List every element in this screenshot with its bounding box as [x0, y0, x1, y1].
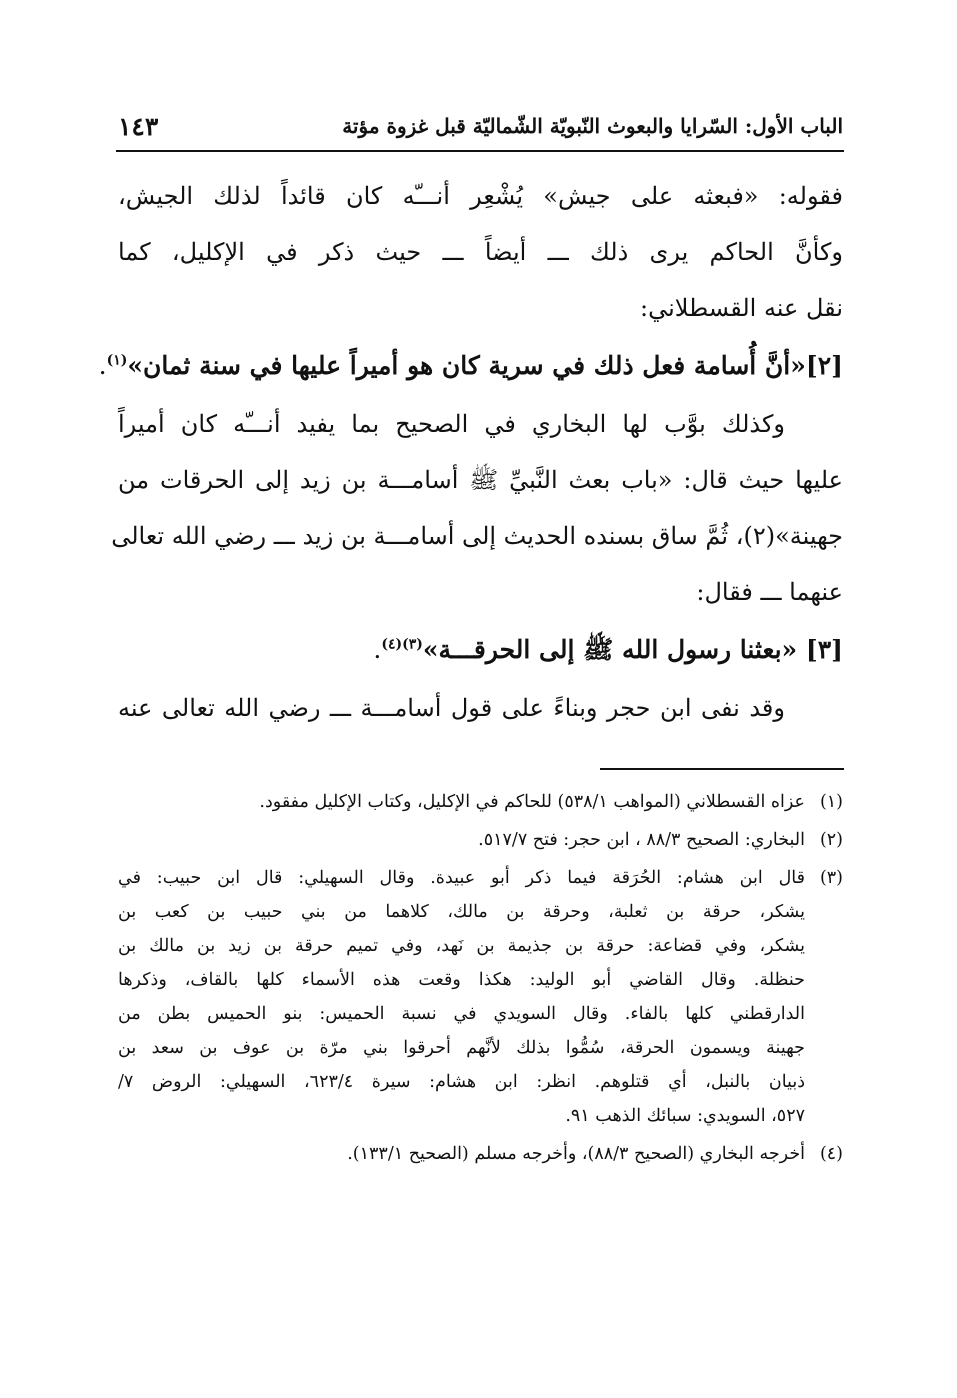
running-header: [118, 108, 843, 144]
footnote-1: [118, 785, 843, 819]
numbered-quote-3: [118, 620, 843, 680]
footnote-line: قال ابن هشام: الحُرَقة فيما ذكر أبو عبيدة. وقال السهيلي: قال ابن حبيب: في: [118, 868, 805, 888]
footnote-line: البخاري: الصحيح ٨٨/٣ ، ابن حجر: فتح ٥١٧/٧.: [478, 830, 805, 850]
numbered-quote-2: [98, 336, 843, 396]
main-text: [98, 168, 843, 736]
text-line: عليها حيث قال: «باب بعث النَّبيِّ ﷺ أسامـــة بن زيد إلى الحرقات من: [118, 466, 843, 494]
text-line: نقل عنه القسطلاني:: [640, 294, 843, 322]
text-line: وكذلك بوَّب لها البخاري في الصحيح بما يفيد أنـــّه كان أميراً: [118, 410, 785, 438]
text-line: عنهما ـــ فقال:: [696, 578, 843, 606]
footnote-number: (٣): [819, 868, 843, 888]
footnote-3: [118, 861, 843, 1133]
quote-end: .: [98, 351, 107, 380]
footnote-2: [118, 823, 843, 857]
footnote-rule: [600, 768, 844, 770]
text-line: وكأنَّ الحاكم يرى ذلك ـــ أيضاً ـــ حيث ذكر في الإكليل، كما: [118, 238, 843, 266]
footnote-line: ذبيان بالنبل، أي قتلوهم. انظر: ابن هشام: سيرة ٦٢٣/٤، السهيلي: الروض ٧/: [118, 1072, 805, 1092]
quote-text: «أنَّ أُسامة فعل ذلك في سرية كان هو أميراً عليها في سنة ثمان»: [127, 351, 806, 380]
footnote-line: حنظلة. وقال القاضي أبو الوليد: هكذا وقعت هذه الأسماء كلها بالقاف، وذكرها: [118, 970, 805, 990]
footnote-number: (٢): [819, 830, 843, 850]
chapter-title: الباب الأول: السّرايا والبعوث النّبويّة الشّماليّة قبل غزوة مؤتة: [342, 114, 843, 138]
text-line: جهينة»(٢)، ثُمَّ ساق بسنده الحديث إلى أسامـــة بن زيد ـــ رضي الله تعالى: [111, 522, 843, 550]
page-number: ١٤٣: [118, 111, 159, 141]
text-line: وقد نفى ابن حجر وبناءً على قول أسامـــة ـــ رضي الله تعالى عنه: [118, 694, 785, 722]
footnote-4: [118, 1137, 843, 1171]
footnote-number: (٤): [819, 1144, 843, 1164]
quote-end: .: [373, 635, 382, 664]
quote-text: «بعثنا رسول الله ﷺ إلى الحرقـــة»: [422, 635, 798, 664]
footnotes: [118, 785, 843, 1171]
footnote-line: يشكر، وفي قضاعة: حرقة بن جذيمة بن نَهد، وفي تميم حرقة بن زيد بن مالك بن: [118, 936, 805, 956]
footnote-line: ٥٢٧، السويدي: سبائك الذهب ٩١.: [565, 1106, 805, 1126]
footnote-ref[interactable]: (١): [106, 352, 128, 369]
item-number: [٢]: [805, 351, 843, 380]
footnote-ref[interactable]: (٣)(٤): [381, 636, 423, 653]
item-number: [٣]: [805, 635, 843, 664]
footnote-line: عزاه القسطلاني (المواهب ٥٣٨/١) للحاكم في الإكليل، وكتاب الإكليل مفقود.: [259, 792, 805, 812]
footnote-line: جهينة ويسمون الحرقة، سُمُّوا بذلك لأنَّهم أحرقوا بني مرّة بن عوف بن سعد بن: [118, 1038, 805, 1058]
footnote-number: (١): [819, 792, 843, 812]
footnote-line: الدارقطني كلها بالفاء. وقال السويدي في نسبة الحميس: بنو الحميس بطن من: [118, 1004, 805, 1024]
footnote-line: يشكر، حرقة بن ثعلبة، وحرقة بن مالك، كلاهما من بني حبيب بن كعب بن: [118, 902, 805, 922]
header-rule: [116, 150, 844, 152]
footnote-line: أخرجه البخاري (الصحيح ٨٨/٣)، وأخرجه مسلم (الصحيح ١٣٣/١).: [347, 1144, 805, 1164]
text-line: فقوله: «فبعثه على جيش» يُشْعِر أنـــّه كان قائداً لذلك الجيش،: [118, 182, 843, 210]
